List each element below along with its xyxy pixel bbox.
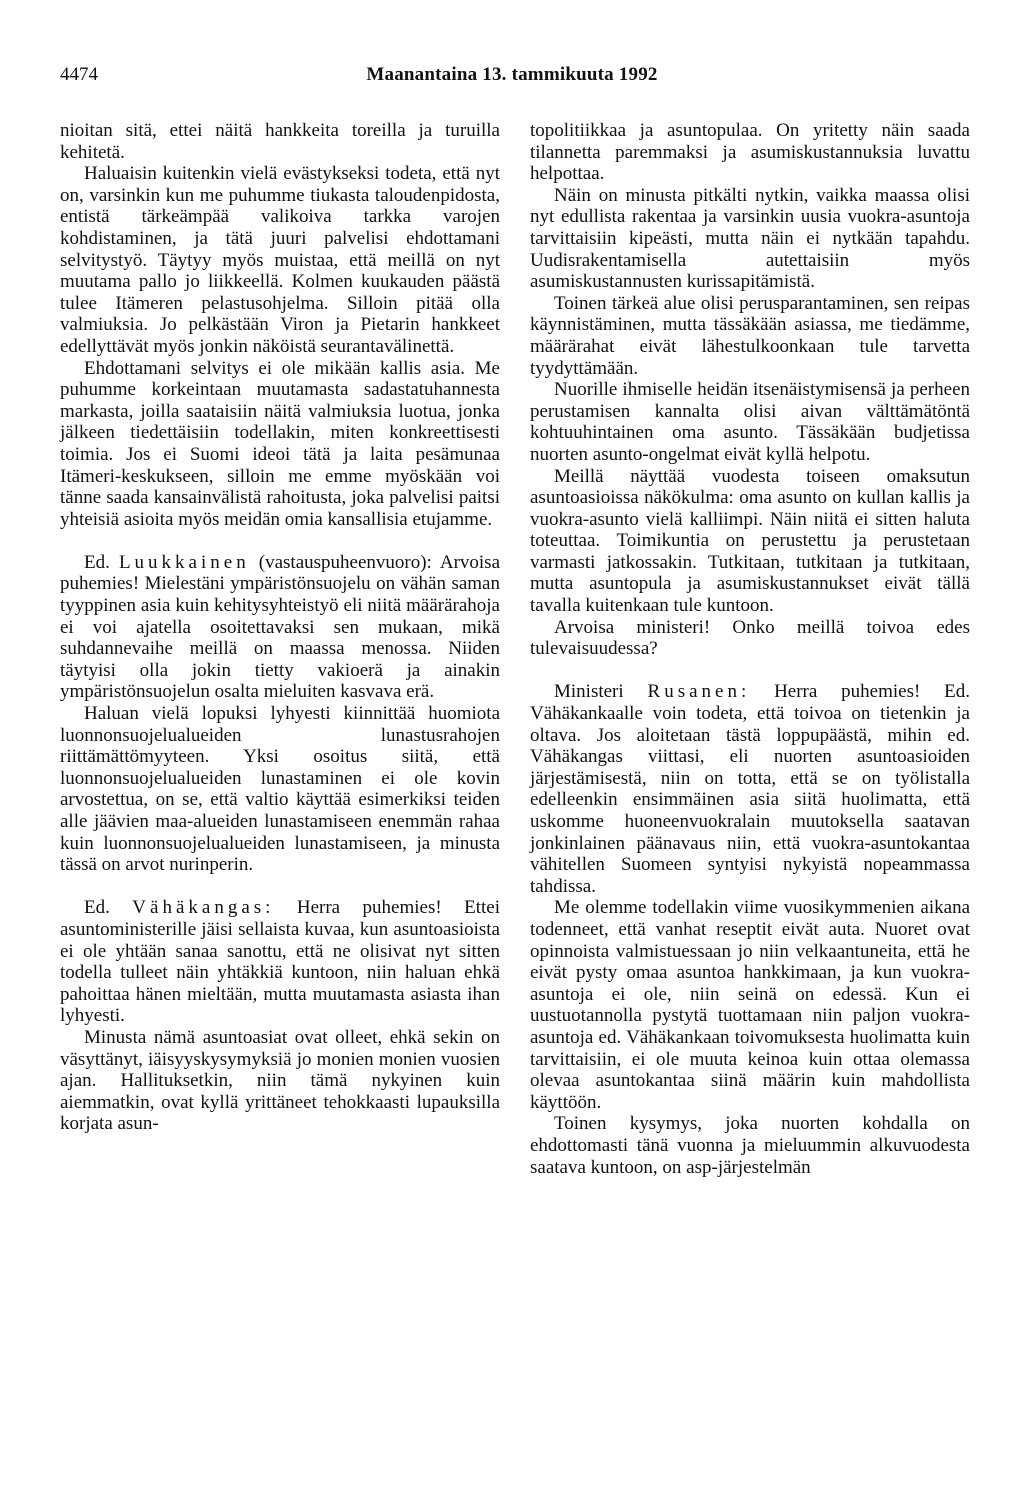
paragraph: Näin on minusta pitkälti nytkin, vaikka maassa olisi nyt edullista rakentaa ja varsinkin uusia vuokra-asuntoja tarvittaisiin kipeästi, mutta näin ei nytkään tapahdu. Uudisrakentamisella autettaisiin myös asumiskustannusten kurissapitämistä.: [530, 184, 970, 293]
speaker-name: Vähäkangas:: [132, 897, 275, 919]
speech-text: Herra puhemies! Ettei asuntoministerille jäisi sellaista kuvaa, kun asuntoasioista ei ole yhtään sanaa sanottu, että ne olisivat nyt sitten todella tulleet näin yhtäkkiä kuntoon, niin haluan ehkä pahoittaa hänen mieltään, mutta muutamasta asiasta ihan lyhyesti.: [60, 897, 501, 1027]
paragraph: nioitan sitä, ettei näitä hankkeita toreilla ja turuilla kehitetä.: [60, 120, 500, 163]
running-head: Maanantaina 13. tammikuuta 1992: [366, 64, 658, 85]
paragraph: Toinen kysymys, joka nuorten kohdalla on ehdottomasti tänä vuonna ja mieluummin alkuvuodesta saatava kuntoon, on asp-järjestelmän: [530, 1113, 970, 1178]
speech-paragraph: [60, 552, 500, 703]
left-column: [60, 120, 500, 1135]
speaker-title: Ed.: [84, 897, 110, 919]
speech-text: (vastauspuheenvuoro): Arvoisa puhemies! Mielestäni ympäristönsuojelu on vähän saman tyyppinen asia kuin kehitysyhteistyö eli niitä määrärahoja ei voi ajatella osoitettavaksi sen mukaan, mikä suhdannevaihe meillä on maassa menossa. Niiden täytyisi olla jokin tietty vakioerä ja ainakin ympäristönsuojelun osalta mieluiten kasvava erä.: [60, 551, 501, 703]
paragraph: Meillä näyttää vuodesta toiseen omaksutun asuntoasioissa näkökulma: oma asunto on kullan kallis ja vuokra-asunto vielä kalliimpi. Näin niitä ei sitten haluta toteuttaa. Toimikuntia on perustettu ja perustetaan varmasti jatkossakin. Tutkitaan, tutkitaan ja tutkitaan, mutta asuntopula ja asumiskustannukset eivät tällä tavalla kuitenkaan tule kuntoon.: [530, 465, 970, 617]
paragraph: Toinen tärkeä alue olisi perusparantaminen, sen reipas käynnistäminen, mutta tässäkään asiassa, me tiedämme, määrärahat eivät lähestulkoonkaan tule tarvetta tyydyttämään.: [530, 292, 970, 379]
page-number: 4474: [60, 64, 98, 85]
paragraph: Haluan vielä lopuksi lyhyesti kiinnittää huomiota luonnonsuojelualueiden lunastusrahojen riittämättömyyteen. Yksi osoitus siitä, että luonnonsuojelualueiden lunastaminen ei ole kovin arvostettua, on se, että valtio käyttää esimerkiksi teiden alle jäävien maa-alueiden lunastamiseen enemmän rahaa kuin luonnonsuojelualueiden lunastamiseen, ja minusta tässä on arvot nurinperin.: [60, 703, 500, 876]
speech-paragraph: [530, 681, 970, 897]
paragraph: Ehdottamani selvitys ei ole mikään kallis asia. Me puhumme korkeintaan muutamasta sadastatuhannesta markasta, joilla saataisiin näitä valmiuksia luotua, jonka jälkeen tiedettäisiin todellakin, miten konkreettisesti toimia. Jos ei Suomi ideoi tätä ja laita pesämunaa Itämeri-keskukseen, silloin me emme myöskään voi tänne saada kansainvälistä rahoitusta, joka palvelisi paitsi yhteisiä asioita myös meidän omia kansallisia etujamme.: [60, 357, 500, 530]
speech-paragraph: [60, 897, 500, 1027]
speaker-title: Ministeri: [554, 681, 624, 703]
speech-text: Herra puhemies! Ed. Vähäkankaalle voin todeta, että toivoa on tietenkin ja oltava. Jos aloitetaan tästä loppupäästä, mihin ed. Vähäkangas viittasi, eli nuorten asuntoasioiden järjestämisestä, niin on totta, että se on työlistalla edelleenkin ensimmäinen asia siitä huolimatta, että uskomme huoneenvuokralain muutoksella saatavan jonkinlainen päänavaus niin, että vuokra-asuntokantaa vähitellen Suomeen syntyisi nykyistä nopeammassa tahdissa.: [530, 681, 971, 897]
paragraph: Me olemme todellakin viime vuosikymmenien aikana todenneet, että vanhat reseptit eivät auta. Nuoret ovat opinnoista valmistuessaan jo niin velkaantuneita, että he eivät pysty omaa asuntoa hankkimaan, ja kun vuokra-asuntoja ei ole, niin seinä on edessä. Kun ei uustuotannolla pystytä tuottamaan niin paljon vuokra-asuntoja ed. Vähäkankaan toivomuksesta huolimatta kuin tarvittaisiin, ei ole muuta keinoa kuin ottaa olemassa olevaa asuntokantaa siinä määrin kuin mahdollista käyttöön.: [530, 897, 970, 1113]
paragraph: Minusta nämä asuntoasiat ovat olleet, ehkä sekin on väsyttänyt, iäisyyskysymyksiä jo monien monien vuosien ajan. Hallituksetkin, niin tämä nykyinen kuin aiemmatkin, ovat kyllä yrittäneet tehokkaasti lupauksilla korjata asun-: [60, 1026, 500, 1135]
speaker-name: Luukkainen: [118, 551, 250, 573]
page-header: [60, 64, 964, 90]
paragraph: Arvoisa ministeri! Onko meillä toivoa edes tulevaisuudessa?: [530, 616, 970, 660]
paragraph: Nuorille ihmiselle heidän itsenäistymisensä ja perheen perustamisen kannalta olisi aivan välttämätöntä kohtuuhintainen oma asunto. Tässäkään budjetissa nuorten asunto-ongelmat eivät kyllä helpotu.: [530, 379, 970, 465]
speaker-name: Rusanen:: [647, 681, 751, 703]
paragraph: topolitiikkaa ja asuntopulaa. On yritetty näin saada tilannetta paremmaksi ja asumiskustannuksia luvattu helpottaa.: [530, 120, 970, 185]
paragraph: Haluaisin kuitenkin vielä evästykseksi todeta, että nyt on, varsinkin kun me puhumme tiukasta taloudenpidosta, entistä tärkeämpää valikoiva tarkka varojen kohdistaminen, ja tätä juuri palvelisi ehdottamani selvitystyö. Täytyy myös muistaa, että meillä on nyt muutama pallo jo liikkeellä. Kolmen kuukauden päästä tulee Itämeren pelastusohjelma. Silloin pitää olla valmiuksia. Jo pelkästään Viron ja Pietarin hankkeet edellyttävät myös jonkin näköistä seurantavälinettä.: [60, 163, 500, 357]
speaker-title: Ed.: [84, 551, 110, 573]
right-column: [530, 120, 970, 1178]
